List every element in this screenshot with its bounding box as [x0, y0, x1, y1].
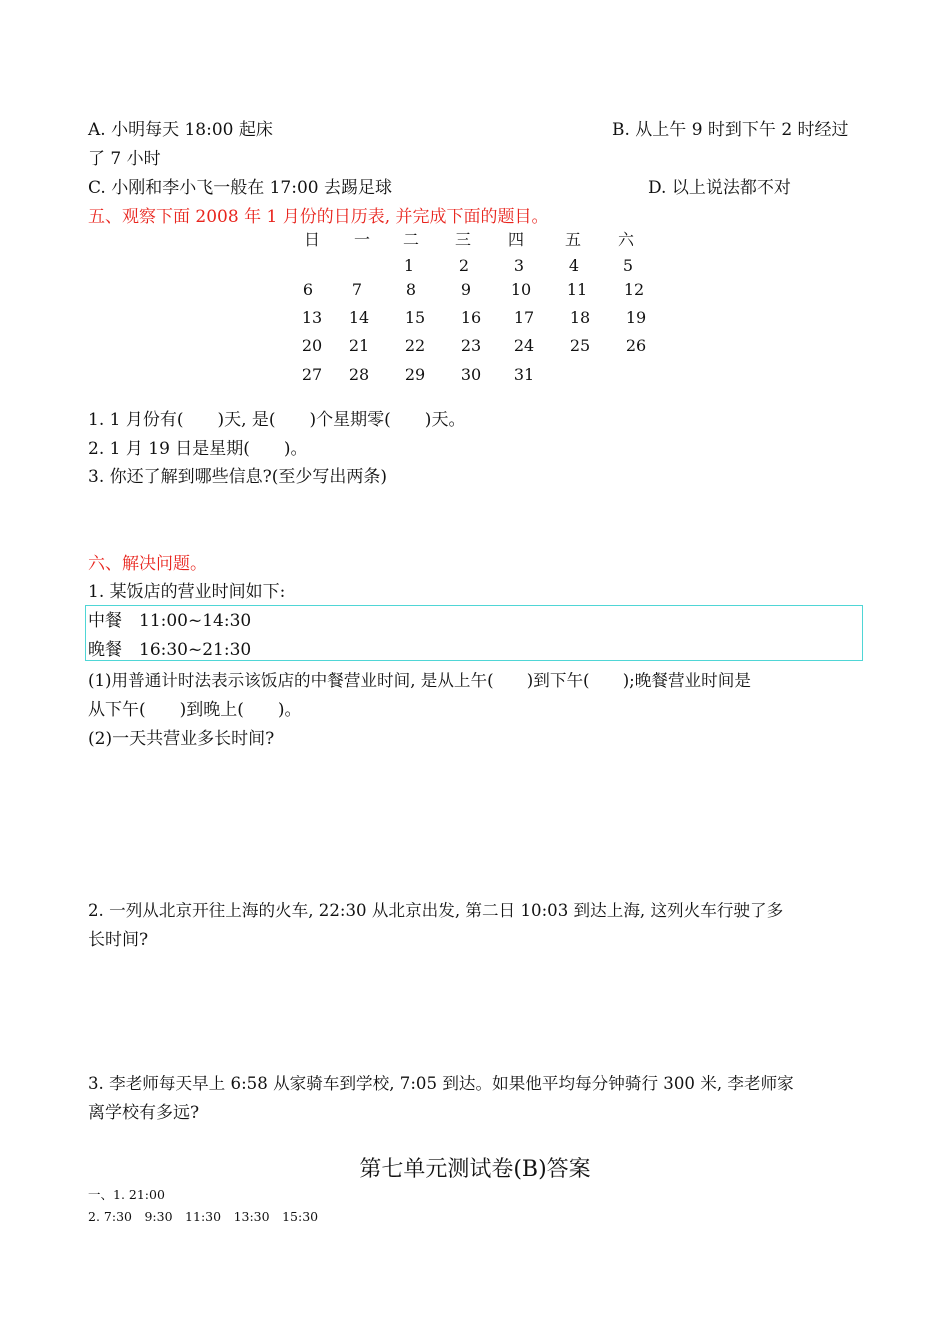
calendar-day: 27 — [301, 365, 323, 384]
section5-heading: 五、观察下面 2008 年 1 月份的日历表, 并完成下面的题目。 — [88, 207, 549, 227]
calendar-weekday: 二 — [402, 230, 419, 249]
calendar-day: 31 — [513, 365, 535, 384]
section5-question-2: 2. 1 月 19 日是星期( )。 — [88, 439, 308, 459]
calendar-day: 2 — [458, 256, 470, 275]
calendar-day: 8 — [405, 280, 417, 299]
answer-line-1: 一、1. 21:00 — [88, 1187, 165, 1202]
calendar-day: 5 — [622, 256, 634, 275]
calendar-weekday: 六 — [617, 230, 634, 249]
calendar-weekday: 五 — [564, 230, 581, 249]
answers-title: 第七单元测试卷(B)答案 — [359, 1157, 591, 1182]
calendar-day: 29 — [404, 365, 426, 384]
calendar-day: 11 — [566, 280, 588, 299]
option-b-continued: 了 7 小时 — [88, 149, 161, 169]
calendar-weekday: 四 — [507, 230, 524, 249]
section6-heading: 六、解决问题。 — [88, 554, 207, 574]
calendar-day: 10 — [510, 280, 532, 299]
calendar-day: 7 — [351, 280, 363, 299]
calendar-day: 15 — [404, 308, 426, 327]
section5-question-1: 1. 1 月份有( )天, 是( )个星期零( )天。 — [88, 410, 466, 430]
calendar-day: 30 — [460, 365, 482, 384]
calendar-day: 25 — [569, 336, 591, 355]
problem3: 3. 李老师每天早上 6:58 从家骑车到学校, 7:05 到达。如果他平均每分钟骑行 300 米, 李老师家 — [88, 1074, 794, 1093]
calendar-weekday: 日 — [303, 230, 320, 249]
problem2: 2. 一列从北京开往上海的火车, 22:30 从北京出发, 第二日 10:03 到达上海, 这列火车行驶了多 — [88, 901, 784, 920]
calendar-weekday: 三 — [454, 230, 471, 249]
calendar-day: 26 — [625, 336, 647, 355]
calendar-day: 4 — [568, 256, 580, 275]
calendar-day: 18 — [569, 308, 591, 327]
calendar-day: 20 — [301, 336, 323, 355]
problem3-continued: 离学校有多远? — [88, 1103, 200, 1123]
problem1-intro: 1. 某饭店的营业时间如下: — [88, 582, 286, 602]
calendar-day: 13 — [301, 308, 323, 327]
calendar-day: 17 — [513, 308, 535, 327]
option-b: B. 从上午 9 时到下午 2 时经过 — [612, 120, 849, 140]
calendar-day: 12 — [623, 280, 645, 299]
calendar-day: 24 — [513, 336, 535, 355]
calendar-day: 16 — [460, 308, 482, 327]
calendar-day: 9 — [460, 280, 472, 299]
calendar-day: 14 — [348, 308, 370, 327]
calendar-day: 1 — [403, 256, 415, 275]
calendar-day: 23 — [460, 336, 482, 355]
option-d: D. 以上说法都不对 — [648, 178, 791, 198]
calendar-day: 19 — [625, 308, 647, 327]
lunch-hours: 中餐 11:00~14:30 — [88, 611, 252, 631]
answer-line-2: 2. 7:30 9:30 11:30 13:30 15:30 — [88, 1209, 319, 1224]
calendar-day: 22 — [404, 336, 426, 355]
calendar-day: 3 — [513, 256, 525, 275]
problem1-question2: (2)一天共营业多长时间? — [88, 729, 275, 749]
problem2-continued: 长时间? — [88, 930, 149, 950]
problem1-question1: (1)用普通计时法表示该饭店的中餐营业时间, 是从上午( )到下午( );晚餐营业时间是 — [88, 671, 751, 690]
problem1-question1-continued: 从下午( )到晚上( )。 — [88, 700, 302, 720]
dinner-hours: 晚餐 16:30~21:30 — [88, 640, 252, 660]
calendar-day: 28 — [348, 365, 370, 384]
section5-question-3: 3. 你还了解到哪些信息?(至少写出两条) — [88, 467, 388, 487]
option-a: A. 小明每天 18:00 起床 — [88, 120, 273, 140]
calendar-day: 6 — [302, 280, 314, 299]
option-c: C. 小刚和李小飞一般在 17:00 去踢足球 — [88, 178, 393, 198]
calendar-day: 21 — [348, 336, 370, 355]
calendar-weekday: 一 — [353, 230, 370, 249]
